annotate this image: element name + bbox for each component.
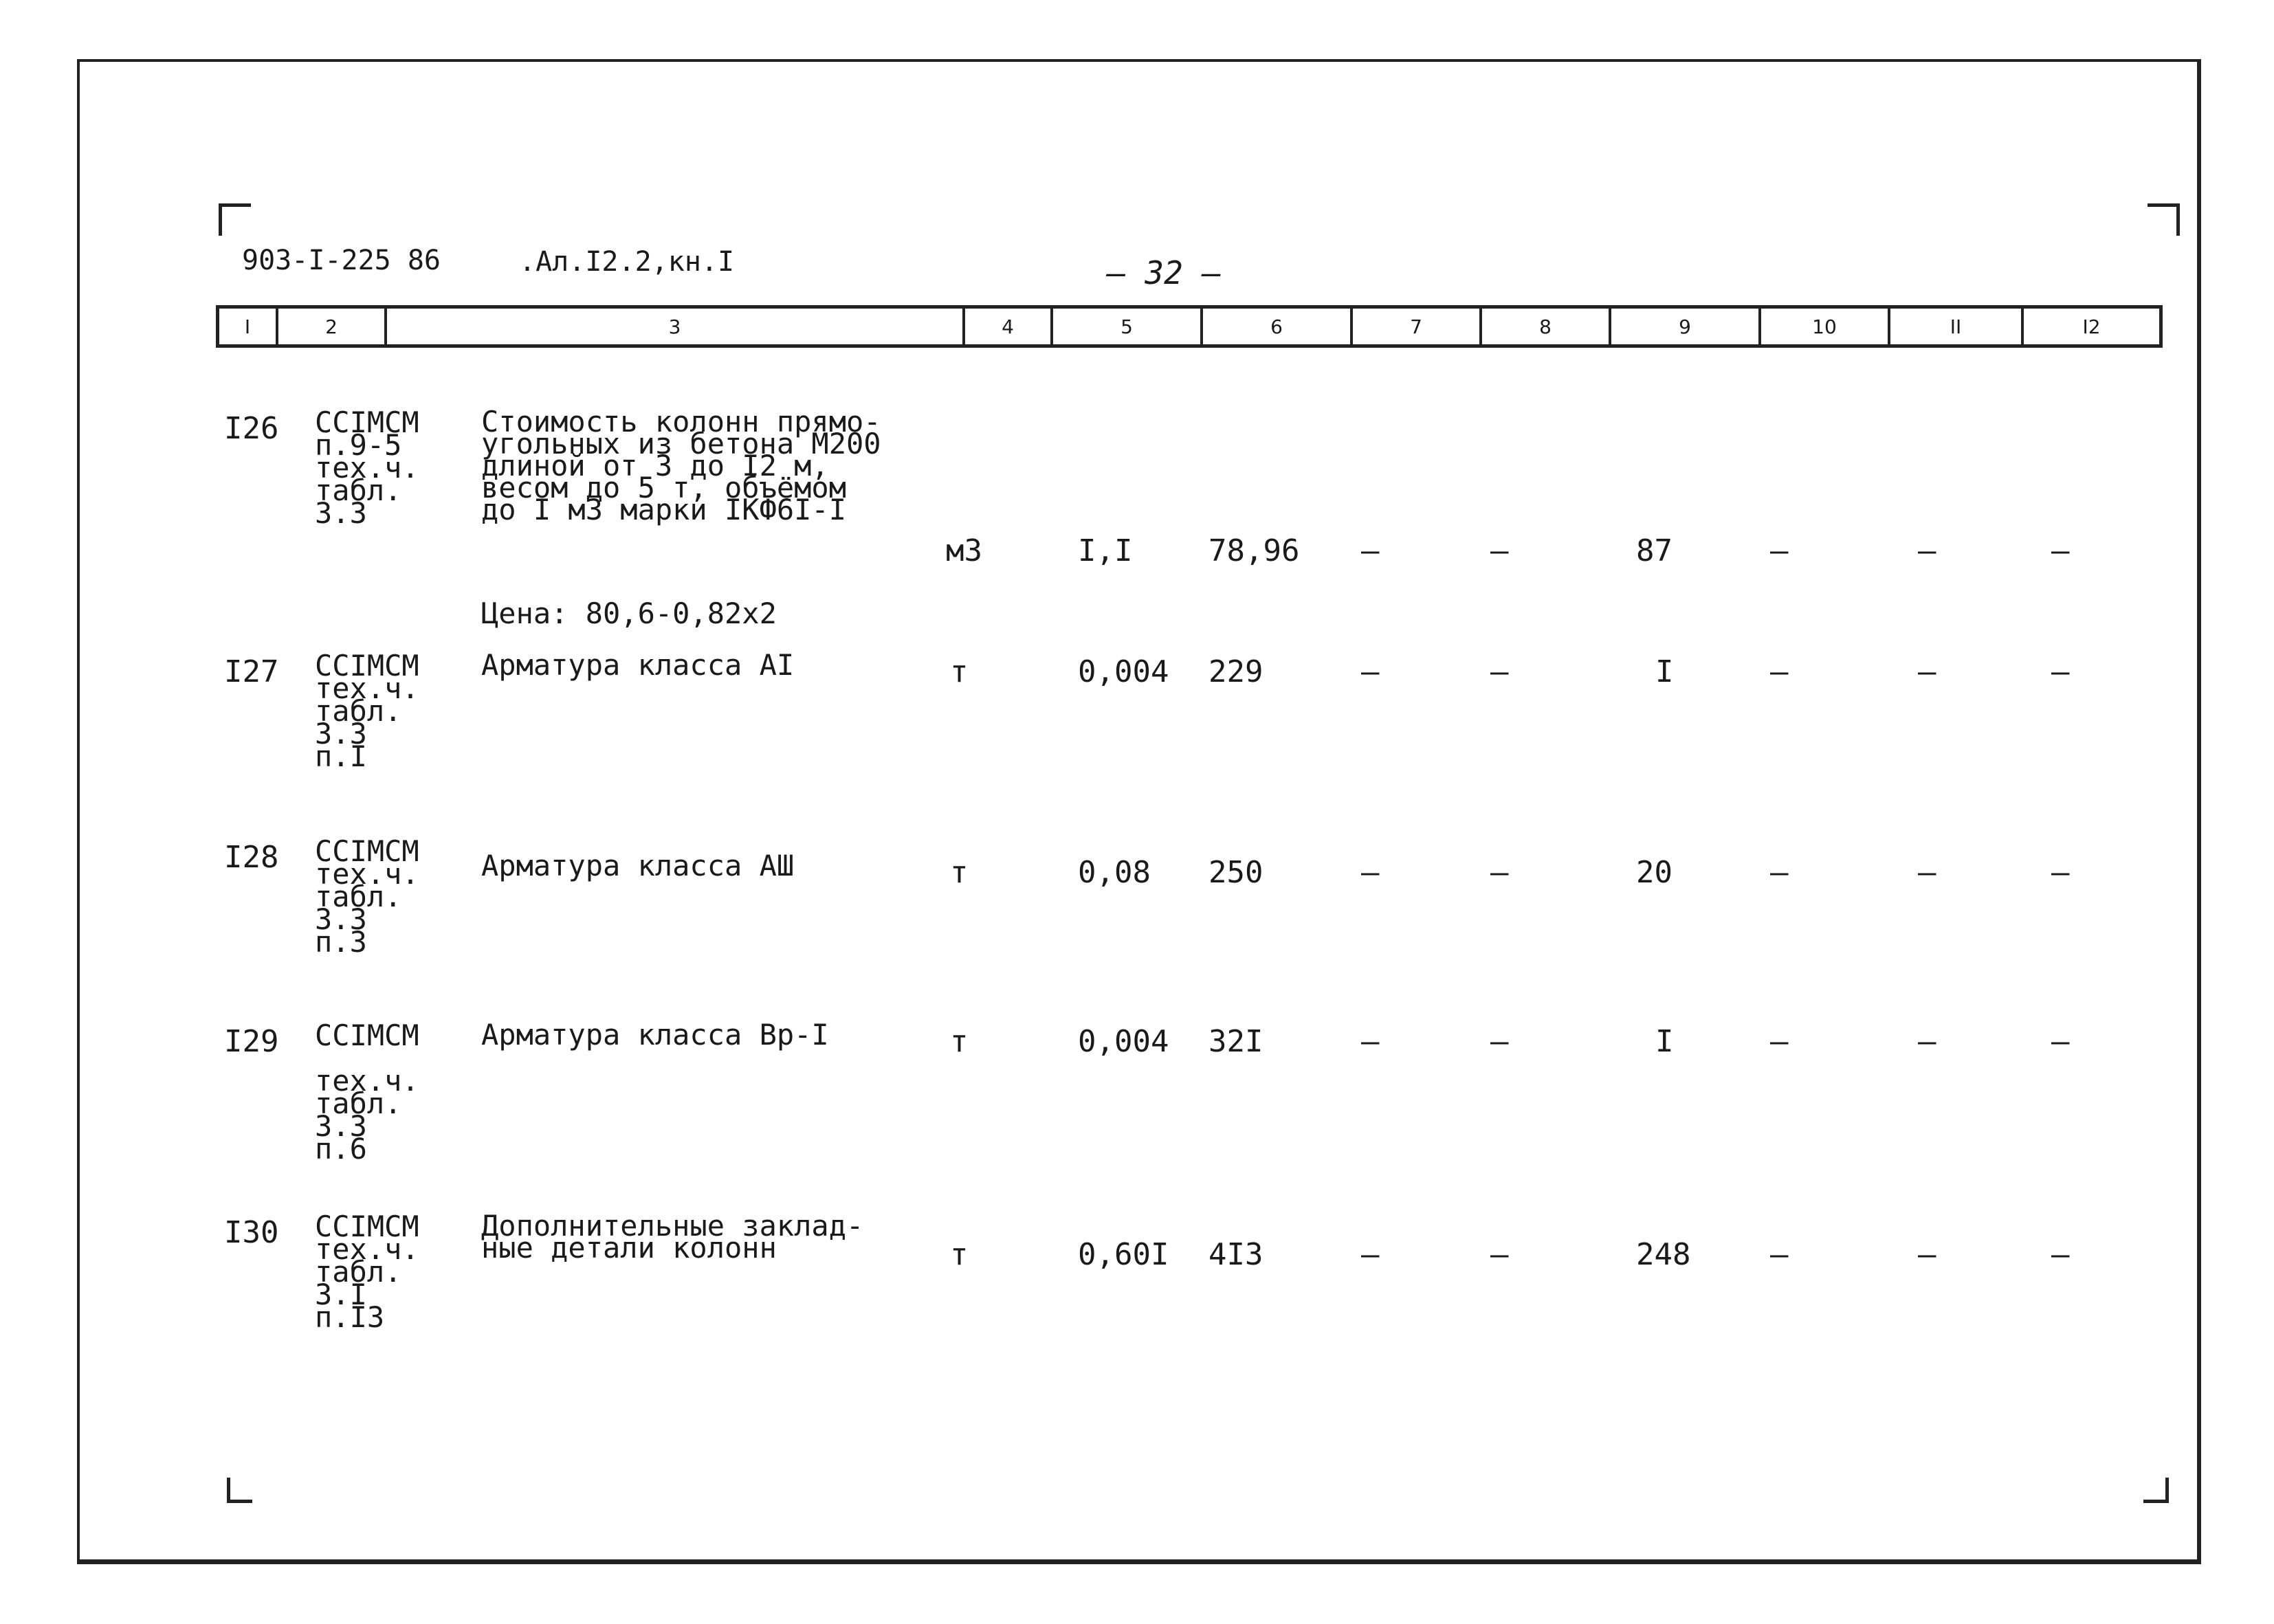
- col9-cell: I: [1655, 654, 1674, 689]
- col-header: 9: [1611, 309, 1761, 344]
- col11-cell: –: [1918, 654, 1936, 689]
- col11-cell: –: [1918, 1237, 1936, 1272]
- col12-cell: –: [2051, 1237, 2070, 1272]
- reference-cell: ССIМСМ тех.ч. табл. 3.3 п.3: [315, 834, 419, 959]
- doc-code: 903-I-225 86: [242, 245, 441, 276]
- col8-cell: –: [1490, 533, 1509, 568]
- corner-mark-top-left: [219, 203, 251, 236]
- description-cell: Стоимость колонн прямо- угольных из бетона М200 длиной от 3 до I2 м, весом до 5 т, объёмом до I м3 марки IКФ6I-I: [481, 405, 881, 526]
- page-number: — 32 —: [1107, 254, 1222, 291]
- price-cell: 250: [1208, 855, 1263, 890]
- col12-cell: –: [2051, 654, 2070, 689]
- col-header: II: [1890, 309, 2024, 344]
- col8-cell: –: [1490, 1024, 1509, 1059]
- col9-cell: 248: [1636, 1237, 1691, 1272]
- col10-cell: –: [1770, 533, 1789, 568]
- col-header: 3: [387, 309, 965, 344]
- col-header: 4: [965, 309, 1053, 344]
- row-number: I30: [224, 1215, 279, 1250]
- col-header: 2: [278, 309, 387, 344]
- col10-cell: –: [1770, 1024, 1789, 1059]
- corner-mark-top-right: [2148, 203, 2180, 236]
- row-number: I27: [224, 654, 279, 689]
- quantity-cell: 0,004: [1078, 654, 1169, 689]
- reference-cell: ССIМСМ тех.ч. табл. 3.I п.I3: [315, 1210, 419, 1334]
- col9-cell: 20: [1636, 855, 1673, 890]
- col10-cell: –: [1770, 654, 1789, 689]
- col12-cell: –: [2051, 855, 2070, 890]
- col7-cell: –: [1361, 1024, 1380, 1059]
- column-number-bar: [216, 305, 2163, 348]
- col-header: I2: [2082, 315, 2101, 338]
- col7-cell: –: [1361, 533, 1380, 568]
- col7-cell: –: [1361, 654, 1380, 689]
- row-number: I28: [224, 840, 279, 875]
- album-ref: .Ал.I2.2,кн.I: [519, 246, 735, 278]
- row-number: I26: [224, 411, 279, 446]
- col8-cell: –: [1490, 855, 1509, 890]
- quantity-cell: 0,004: [1078, 1024, 1169, 1059]
- description-cell: Арматура класса АШ: [481, 849, 795, 882]
- col8-cell: –: [1490, 1237, 1509, 1272]
- reference-cell: ССIМСМ тех.ч. табл. 3.3 п.I: [315, 649, 419, 773]
- price-cell: 4I3: [1208, 1237, 1263, 1272]
- unit-cell: т: [950, 855, 969, 890]
- quantity-cell: 0,08: [1078, 855, 1151, 890]
- corner-mark-bottom-right: [2143, 1478, 2169, 1503]
- col-header: 5: [1053, 309, 1203, 344]
- col9-cell: I: [1655, 1024, 1674, 1059]
- unit-cell: т: [950, 654, 969, 689]
- unit-cell: т: [950, 1237, 969, 1272]
- col10-cell: –: [1770, 855, 1789, 890]
- col12-cell: –: [2051, 533, 2070, 568]
- unit-cell: т: [950, 1024, 969, 1059]
- price-cell: 229: [1208, 654, 1263, 689]
- col10-cell: –: [1770, 1237, 1789, 1272]
- unit-cell: м3: [946, 533, 982, 568]
- col-header: 7: [1353, 309, 1482, 344]
- col-header: 10: [1761, 309, 1890, 344]
- description-cell: Дополнительные заклад- ные детали колонн: [481, 1209, 864, 1265]
- col-header: 8: [1482, 309, 1611, 344]
- description-cell: Арматура класса АI: [481, 648, 795, 682]
- reference-cell: ССIМСМ тех.ч. табл. 3.3 п.6: [315, 1019, 419, 1166]
- col11-cell: –: [1918, 533, 1936, 568]
- price-cell: 78,96: [1208, 533, 1300, 568]
- col9-cell: 87: [1636, 533, 1673, 568]
- col12-cell: –: [2051, 1024, 2070, 1059]
- col11-cell: –: [1918, 855, 1936, 890]
- reference-cell: ССIМСМ п.9-5 тех.ч. табл. 3.3: [315, 405, 419, 530]
- col8-cell: –: [1490, 654, 1509, 689]
- col7-cell: –: [1361, 1237, 1380, 1272]
- col11-cell: –: [1918, 1024, 1936, 1059]
- corner-mark-bottom-left: [227, 1478, 252, 1503]
- quantity-cell: 0,60I: [1078, 1237, 1169, 1272]
- price-cell: 32I: [1208, 1024, 1263, 1059]
- description-cell: Арматура класса Вр-I: [481, 1018, 829, 1052]
- col-header: 6: [1203, 309, 1353, 344]
- quantity-cell: I,I: [1078, 533, 1133, 568]
- col7-cell: –: [1361, 855, 1380, 890]
- col-header: I: [219, 309, 278, 344]
- row-number: I29: [224, 1024, 279, 1059]
- price-note: Цена: 80,6-0,82х2: [481, 597, 777, 630]
